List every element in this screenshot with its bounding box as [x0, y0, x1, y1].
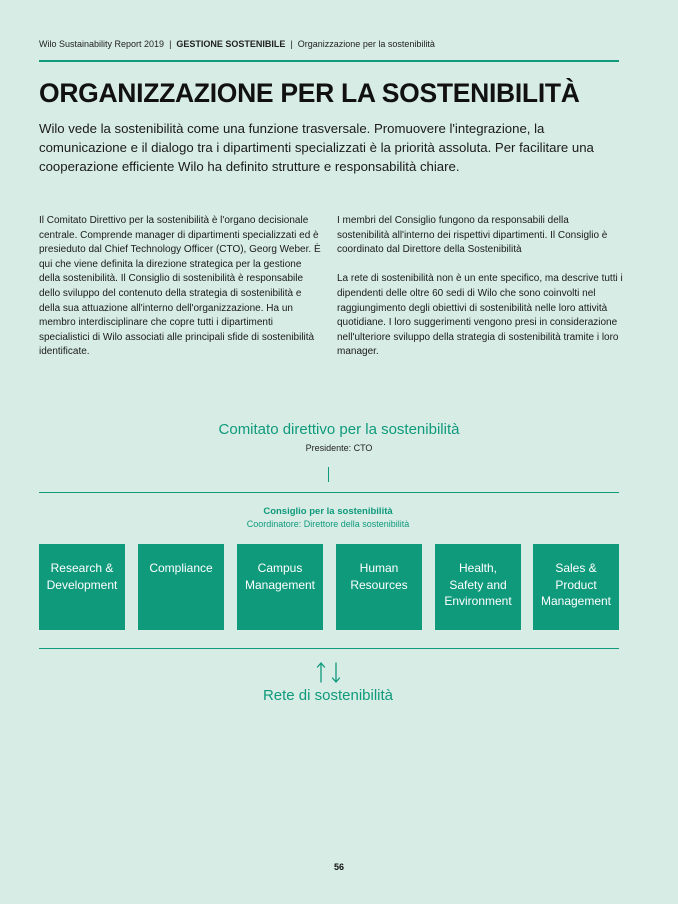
network-divider — [39, 648, 619, 649]
department-label: Development — [46, 577, 118, 592]
department-label: Health, — [458, 561, 498, 575]
council-title: Consiglio per la sostenibilità — [263, 506, 393, 517]
council-divider — [39, 492, 619, 493]
department-boxes — [39, 544, 619, 630]
department-box-compliance — [138, 544, 224, 630]
body-paragraph: Il Comitato Direttivo per la sostenibilità è l'organo decisionale centrale. Comprende manager di dipartimenti specializzati ed è presieduto dal Chief Technology Officer (CTO), Georg Weber. È qui che viene definita la direzione strategica per la gestione della sostenibilità. Il Consiglio di sostenibilità è responsabile dello sviluppo del contenuto della strategia di sostenibilità e della sua attuazione all'interno dell'organizzazione. Ha un membro interdisciplinare che copre tutti i dipartimenti specialistici di Wilo associati alle principali sfide di sostenibilità identificate. — [39, 215, 321, 358]
council-subtitle: Coordinatore: Direttore della sostenibilità — [246, 519, 410, 529]
page-title: ORGANIZZAZIONE PER LA SOSTENIBILITÀ — [39, 78, 580, 108]
department-label: Research & — [50, 561, 114, 575]
up-down-arrows-icon — [314, 661, 344, 685]
department-label: Compliance — [149, 561, 213, 575]
breadcrumb-subsection: Organizzazione per la sostenibilità — [297, 39, 435, 49]
department-label: Product — [555, 577, 597, 592]
department-box-campus-management — [237, 544, 323, 630]
department-label: Safety and — [449, 577, 507, 592]
committee-title: Comitato direttivo per la sostenibilità — [218, 421, 460, 438]
body-paragraph: La rete di sostenibilità non è un ente specifico, ma descrive tutti i dipendenti delle oltre 60 sedi di Wilo che sono coinvolti nel raggiungimento degli obiettivi di sostenibilità nelle loro attività quotidiane. I loro suggerimenti vengono presi in considerazione nell'ulteriore sviluppo della strategia di sostenibilità tramite i loro manager. — [337, 273, 623, 358]
network-title: Rete di sostenibilità — [262, 687, 394, 704]
department-label: Resources — [350, 577, 408, 592]
intro-paragraph: Wilo vede la sostenibilità come una funzione trasversale. Promuovere l'integrazione, la comunicazione e il dialogo tra i dipartimenti specializzati è la priorità assoluta. Per facilitare una cooperazione efficiente Wilo ha definito strutture e responsabilità chiare. — [39, 121, 594, 174]
page-number: 56 — [333, 862, 344, 872]
department-label: Human — [359, 561, 399, 575]
department-box-health-safety-environment — [435, 544, 521, 630]
body-column-left — [39, 214, 325, 360]
breadcrumb-separator: | — [169, 39, 172, 49]
breadcrumb-section: GESTIONE SOSTENIBILE — [176, 39, 286, 49]
committee-subtitle: Presidente: CTO — [305, 443, 373, 453]
department-label: Environment — [444, 594, 512, 608]
breadcrumb-separator: | — [290, 39, 293, 49]
body-column-right — [337, 214, 623, 360]
connector-line — [328, 467, 329, 482]
body-paragraph: I membri del Consiglio fungono da responsabili della sostenibilità all'interno dei rispettivi dipartimenti. Il Consiglio è coordinato dal Direttore della Sostenibilità — [337, 215, 608, 256]
department-label: Sales & — [555, 561, 597, 575]
header-divider — [39, 60, 619, 62]
department-label: Management — [540, 594, 612, 608]
breadcrumb — [39, 39, 435, 49]
breadcrumb-report: Wilo Sustainability Report 2019 — [39, 39, 165, 49]
department-label: Campus — [257, 561, 303, 575]
department-box-sales-product-management — [533, 544, 619, 630]
department-box-human-resources — [336, 544, 422, 630]
department-box-research-development — [39, 544, 125, 630]
department-label: Management — [244, 577, 316, 592]
